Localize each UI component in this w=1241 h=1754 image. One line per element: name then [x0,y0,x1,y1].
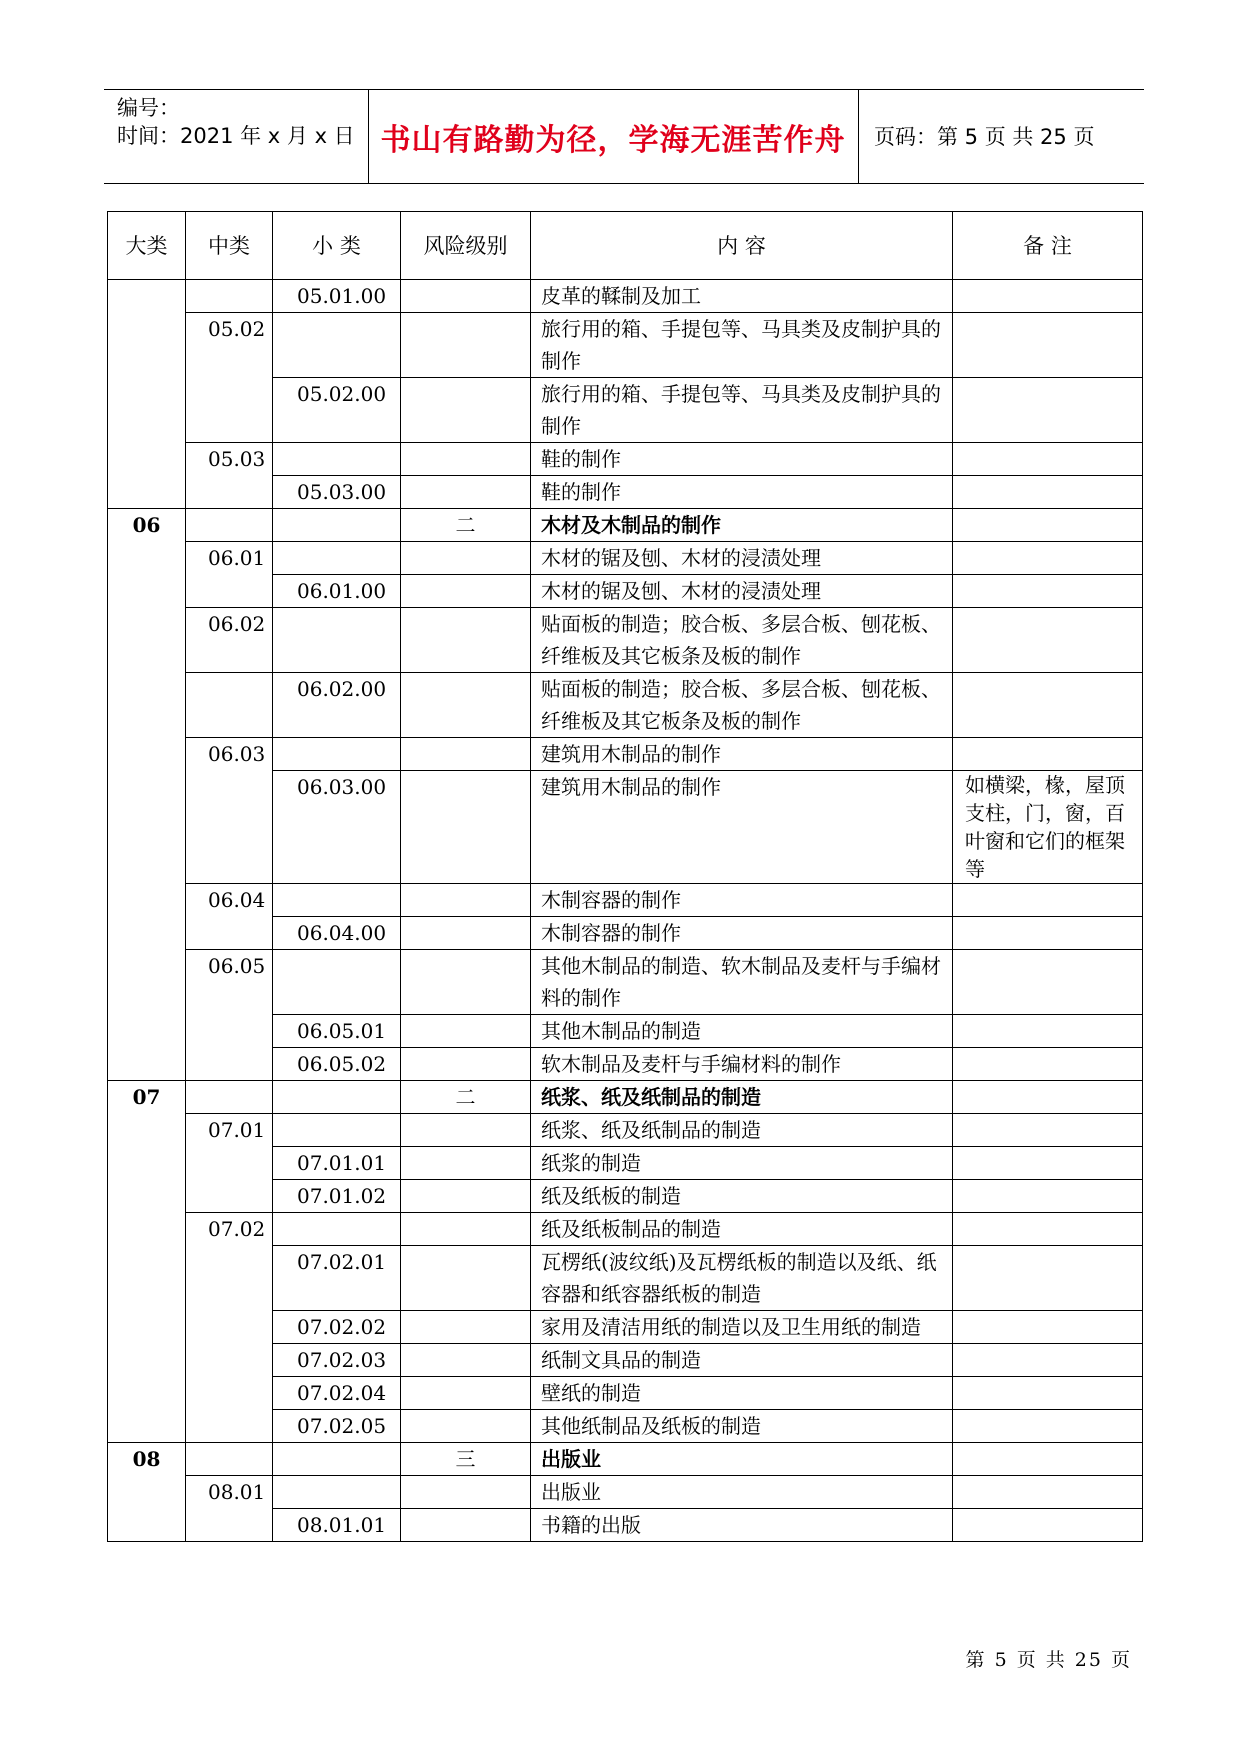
cell-note [953,443,1143,476]
time-label: 时间：2021 年 x 月 x 日 [117,124,355,148]
cell-small-category: 05.03.00 [273,476,401,509]
cell-content: 纸及纸板的制造 [531,1180,953,1213]
cell-mid-category: 05.02 [186,313,273,443]
cell-mid-category: 06.01 [186,542,273,608]
cell-big-category: 06 [108,509,186,1081]
cell-note [953,575,1143,608]
cell-small-category [273,1476,401,1509]
header-big-category: 大类 [108,212,186,280]
table-header-row [108,212,1143,280]
table-row [108,509,1143,542]
header-page-number: 页码：第 5 页 共 25 页 [874,125,1095,149]
cell-small-category: 07.01.01 [273,1147,401,1180]
cell-risk-level [401,1114,531,1147]
cell-note [953,1443,1143,1476]
header-note: 备 注 [953,212,1143,280]
cell-mid-category [186,509,273,542]
cell-content: 壁纸的制造 [531,1377,953,1410]
cell-content: 书籍的出版 [531,1509,953,1542]
cell-small-category [273,1213,401,1246]
cell-risk-level [401,575,531,608]
cell-note [953,608,1143,673]
cell-risk-level [401,476,531,509]
page-footer: 第 5 页 共 25 页 [965,1649,1132,1671]
cell-note [953,1114,1143,1147]
cell-risk-level [401,1377,531,1410]
table-row [108,738,1143,771]
cell-content: 纸浆、纸及纸制品的制造 [531,1081,953,1114]
table-row [108,1476,1143,1509]
cell-content: 鞋的制作 [531,443,953,476]
cell-content: 皮革的鞣制及加工 [531,280,953,313]
cell-small-category [273,1443,401,1476]
cell-risk-level [401,771,531,884]
cell-risk-level [401,950,531,1015]
cell-note [953,378,1143,443]
cell-small-category [273,1114,401,1147]
cell-risk-level [401,608,531,673]
cell-small-category: 06.02.00 [273,673,401,738]
cell-note [953,1213,1143,1246]
cell-small-category [273,1081,401,1114]
header-divider [858,90,859,183]
table-row [108,280,1143,313]
cell-content: 建筑用木制品的制作 [531,771,953,884]
cell-note [953,673,1143,738]
cell-content: 其他木制品的制造 [531,1015,953,1048]
cell-mid-category [186,1443,273,1476]
cell-note [953,1147,1143,1180]
table-row [108,313,1143,378]
cell-small-category: 05.02.00 [273,378,401,443]
cell-note [953,1377,1143,1410]
cell-mid-category: 07.01 [186,1114,273,1213]
cell-risk-level: 二 [401,1081,531,1114]
cell-risk-level [401,917,531,950]
cell-small-category: 07.02.03 [273,1344,401,1377]
cell-small-category: 07.02.05 [273,1410,401,1443]
cell-content: 其他木制品的制造、软木制品及麦杆与手编材料的制作 [531,950,953,1015]
cell-big-category [108,280,186,509]
table-row [108,673,1143,738]
cell-small-category: 07.02.04 [273,1377,401,1410]
cell-note [953,313,1143,378]
cell-mid-category [186,280,273,313]
cell-content: 贴面板的制造；胶合板、多层合板、刨花板、纤维板及其它板条及板的制作 [531,608,953,673]
cell-content: 木材及木制品的制作 [531,509,953,542]
header-mid-category: 中类 [186,212,273,280]
cell-big-category: 07 [108,1081,186,1443]
cell-mid-category [186,673,273,738]
cell-small-category: 06.05.02 [273,1048,401,1081]
cell-note [953,509,1143,542]
cell-small-category [273,509,401,542]
cell-risk-level [401,884,531,917]
cell-small-category [273,884,401,917]
cell-risk-level [401,1048,531,1081]
cell-note: 如横梁，椽，屋顶支柱，门，窗，百叶窗和它们的框架等 [953,771,1143,884]
cell-small-category: 06.04.00 [273,917,401,950]
cell-small-category [273,950,401,1015]
cell-risk-level [401,1509,531,1542]
cell-risk-level [401,1344,531,1377]
table-row [108,1213,1143,1246]
cell-note [953,1246,1143,1311]
cell-mid-category: 06.04 [186,884,273,950]
cell-note [953,884,1143,917]
cell-content: 纸及纸板制品的制造 [531,1213,953,1246]
cell-content: 木材的锯及刨、木材的浸渍处理 [531,542,953,575]
cell-mid-category: 06.05 [186,950,273,1081]
table-row [108,443,1143,476]
classification-table [107,211,1143,1542]
cell-small-category [273,313,401,378]
cell-mid-category: 06.03 [186,738,273,884]
cell-content: 家用及清洁用纸的制造以及卫生用纸的制造 [531,1311,953,1344]
cell-note [953,950,1143,1015]
cell-content: 木制容器的制作 [531,884,953,917]
table-row [108,1443,1143,1476]
cell-content: 出版业 [531,1476,953,1509]
cell-risk-level [401,1476,531,1509]
table-row [108,1081,1143,1114]
header-small-category: 小 类 [273,212,401,280]
cell-risk-level [401,378,531,443]
cell-risk-level [401,738,531,771]
cell-note [953,476,1143,509]
cell-risk-level [401,673,531,738]
cell-small-category: 06.05.01 [273,1015,401,1048]
table-row [108,542,1143,575]
cell-risk-level [401,1213,531,1246]
cell-content: 出版业 [531,1443,953,1476]
cell-content: 其他纸制品及纸板的制造 [531,1410,953,1443]
cell-note [953,1344,1143,1377]
cell-note [953,1509,1143,1542]
cell-note [953,280,1143,313]
serial-label: 编号： [117,96,180,120]
cell-risk-level [401,313,531,378]
cell-note [953,1476,1143,1509]
cell-note [953,738,1143,771]
cell-content: 木制容器的制作 [531,917,953,950]
cell-big-category: 08 [108,1443,186,1542]
cell-note [953,1410,1143,1443]
cell-small-category: 07.02.01 [273,1246,401,1311]
cell-content: 纸制文具品的制造 [531,1344,953,1377]
cell-risk-level: 二 [401,509,531,542]
cell-content: 贴面板的制造；胶合板、多层合板、刨花板、纤维板及其它板条及板的制作 [531,673,953,738]
cell-risk-level [401,1246,531,1311]
header-motto: 书山有路勤为径，学海无涯苦作舟 [380,123,846,158]
cell-small-category [273,443,401,476]
cell-small-category [273,738,401,771]
cell-note [953,1015,1143,1048]
cell-risk-level [401,1147,531,1180]
cell-note [953,1048,1143,1081]
cell-small-category: 05.01.00 [273,280,401,313]
cell-mid-category: 06.02 [186,608,273,673]
cell-mid-category: 05.03 [186,443,273,509]
cell-small-category: 06.01.00 [273,575,401,608]
cell-small-category: 06.03.00 [273,771,401,884]
cell-content: 木材的锯及刨、木材的浸渍处理 [531,575,953,608]
cell-note [953,1311,1143,1344]
cell-content: 瓦楞纸(波纹纸)及瓦楞纸板的制造以及纸、纸容器和纸容器纸板的制造 [531,1246,953,1311]
cell-content: 旅行用的箱、手提包等、马具类及皮制护具的制作 [531,313,953,378]
cell-content: 纸浆、纸及纸制品的制造 [531,1114,953,1147]
cell-risk-level: 三 [401,1443,531,1476]
cell-mid-category: 08.01 [186,1476,273,1542]
cell-small-category: 07.01.02 [273,1180,401,1213]
cell-note [953,542,1143,575]
table-row [108,950,1143,1015]
table-body [108,280,1143,1542]
cell-risk-level [401,1180,531,1213]
cell-risk-level [401,280,531,313]
cell-mid-category [186,1081,273,1114]
cell-content: 建筑用木制品的制作 [531,738,953,771]
cell-content: 鞋的制作 [531,476,953,509]
header-risk-level: 风险级别 [401,212,531,280]
cell-note [953,1081,1143,1114]
cell-risk-level [401,1410,531,1443]
cell-risk-level [401,542,531,575]
cell-content: 软木制品及麦杆与手编材料的制作 [531,1048,953,1081]
table-row [108,608,1143,673]
cell-content: 旅行用的箱、手提包等、马具类及皮制护具的制作 [531,378,953,443]
cell-small-category: 07.02.02 [273,1311,401,1344]
cell-note [953,1180,1143,1213]
cell-note [953,917,1143,950]
cell-risk-level [401,1015,531,1048]
header-content: 内 容 [531,212,953,280]
cell-small-category: 08.01.01 [273,1509,401,1542]
cell-mid-category: 07.02 [186,1213,273,1443]
cell-small-category [273,542,401,575]
table-row [108,1114,1143,1147]
header-meta [117,94,367,150]
cell-content: 纸浆的制造 [531,1147,953,1180]
cell-risk-level [401,443,531,476]
table-row [108,884,1143,917]
page-header [104,89,1144,184]
cell-small-category [273,608,401,673]
cell-risk-level [401,1311,531,1344]
